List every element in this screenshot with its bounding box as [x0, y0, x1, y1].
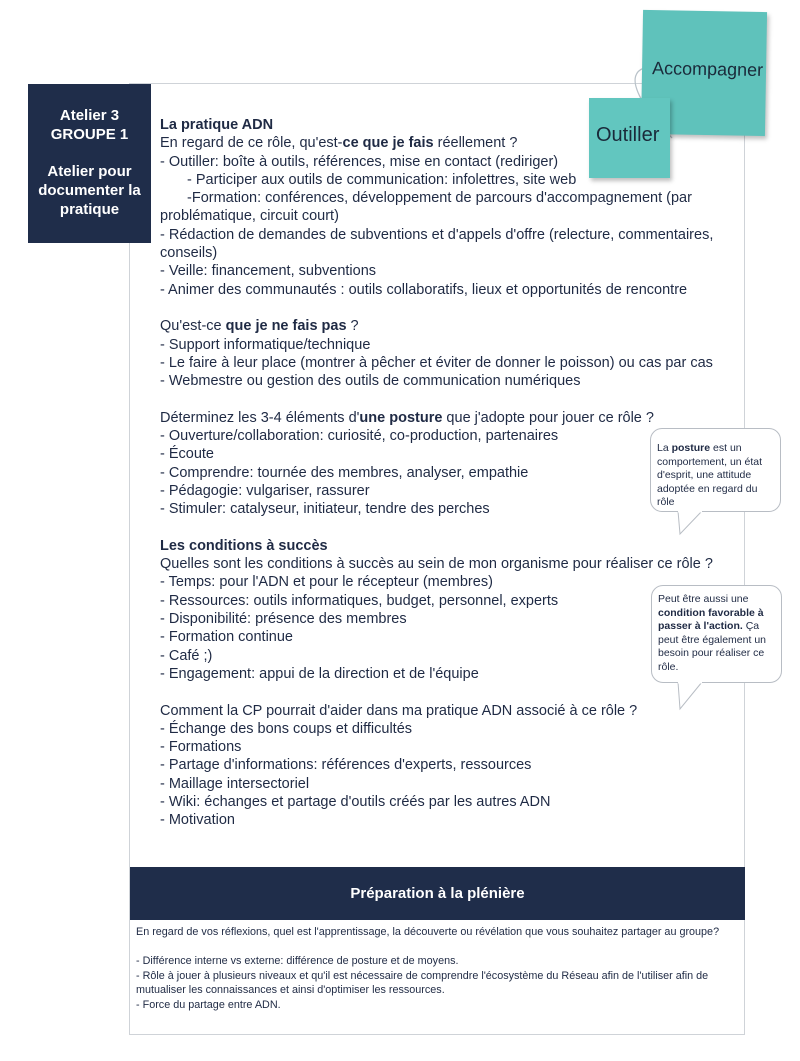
list-item: - Comprendre: tournée des membres, analyser, empathie: [160, 464, 529, 481]
list-item: - Café ;): [160, 647, 213, 664]
workshop-number: Atelier 3: [59, 107, 120, 124]
section-question: Qu'est-ce que je ne fais pas ?: [160, 318, 359, 335]
section-question: Quelles sont les conditions à succès au sein de mon organisme pour réaliser ce rôle ?: [160, 556, 713, 573]
speech-bubble-tail: [676, 510, 706, 536]
list-item: - Animer des communautés : outils collaboratifs, lieux et opportunités de rencontre: [160, 281, 688, 298]
list-item: - Formation continue: [160, 629, 293, 646]
list-item: - Formations: [160, 739, 242, 756]
main-content: [160, 116, 720, 848]
section-question: En regard de ce rôle, qu'est-ce que je fais réellement ?: [160, 135, 518, 152]
sticky-note-accompagner: Accompagner: [641, 10, 767, 136]
list-item: - Pédagogie: vulgariser, rassurer: [160, 482, 370, 499]
list-item: - Support informatique/technique: [160, 336, 371, 353]
list-sub-item: - Participer aux outils de communication: infolettres, site web: [187, 171, 577, 188]
list-item: - Outiller: boîte à outils, références, mise en contact (rediriger): [160, 153, 559, 170]
section-ne-fais-pas: [160, 317, 720, 390]
speech-bubble-condition: Peut être aussi une condition favorable à passer à l'action. Ça peut être également un besoin pour réaliser ce rôle.: [651, 585, 782, 683]
list-item: - Engagement: appui de la direction et de l'équipe: [160, 665, 479, 682]
workshop-label: [28, 84, 151, 243]
list-item: - Ouverture/collaboration: curiosité, co-production, partenaires: [160, 428, 559, 445]
section-question: Comment la CP pourrait d'aider dans ma pratique ADN associé à ce rôle ?: [160, 702, 638, 719]
section-title: La pratique ADN: [160, 117, 274, 133]
list-item: - Échange des bons coups et difficultés: [160, 720, 413, 737]
list-item: - Différence interne vs externe: différence de posture et de moyens.: [136, 955, 459, 968]
list-item: - Wiki: échanges et partage d'outils créés par les autres ADN: [160, 793, 551, 810]
list-item: - Stimuler: catalyseur, initiateur, tendre des perches: [160, 501, 490, 518]
section-pratique: [160, 116, 720, 299]
list-item: - Écoute: [160, 446, 214, 463]
section-posture: [160, 409, 720, 519]
list-item: - Maillage intersectoriel: [160, 775, 310, 792]
list-sub-item: -Formation: conférences, développement de parcours d'accompagnement (par problématique, circuit court): [160, 190, 692, 225]
workshop-description: Atelier pour documenter la pratique: [38, 163, 141, 218]
list-item: - Rôle à jouer à plusieurs niveaux et qu'il est nécessaire de comprendre l'écosystème du Réseau afin de l'utiliser afin de mutualiser les connaissances et ainsi d'optimiser les ressources.: [136, 969, 709, 997]
preparation-body: [136, 925, 736, 1013]
speech-bubble-tail: [676, 681, 706, 711]
list-item: - Disponibilité: présence des membres: [160, 611, 407, 628]
group-number: GROUPE 1: [50, 126, 129, 143]
list-item: - Motivation: [160, 812, 235, 829]
list-item: - Webmestre ou gestion des outils de communication numériques: [160, 373, 581, 390]
section-question: Déterminez les 3-4 éléments d'une posture que j'adopte pour jouer ce rôle ?: [160, 409, 654, 426]
speech-bubble-posture: La posture est un comportement, un état d'esprit, une attitude adoptée en regard du rôle: [650, 428, 781, 512]
section-title: Les conditions à succès: [160, 537, 328, 554]
sticky-note-outiller: Outiller: [589, 98, 670, 178]
list-item: - Le faire à leur place (montrer à pêcher et éviter de donner le poisson) ou cas par cas: [160, 354, 713, 371]
preparation-question: En regard de vos réflexions, quel est l'apprentissage, la découverte ou révélation que vous souhaitez partager au groupe?: [136, 926, 720, 938]
list-item: - Rédaction de demandes de subventions et d'appels d'offre (relecture, commentaires, conseils): [160, 226, 714, 262]
list-item: - Ressources: outils informatiques, budget, personnel, experts: [160, 592, 559, 609]
preparation-header: Préparation à la plénière: [130, 867, 745, 920]
section-conditions: [160, 537, 720, 683]
list-item: - Temps: pour l'ADN et pour le récepteur (membres): [160, 574, 493, 591]
list-item: - Partage d'informations: références d'experts, ressources: [160, 757, 532, 774]
list-item: - Force du partage entre ADN.: [136, 998, 281, 1011]
list-item: - Veille: financement, subventions: [160, 263, 377, 280]
section-cp: [160, 702, 720, 830]
